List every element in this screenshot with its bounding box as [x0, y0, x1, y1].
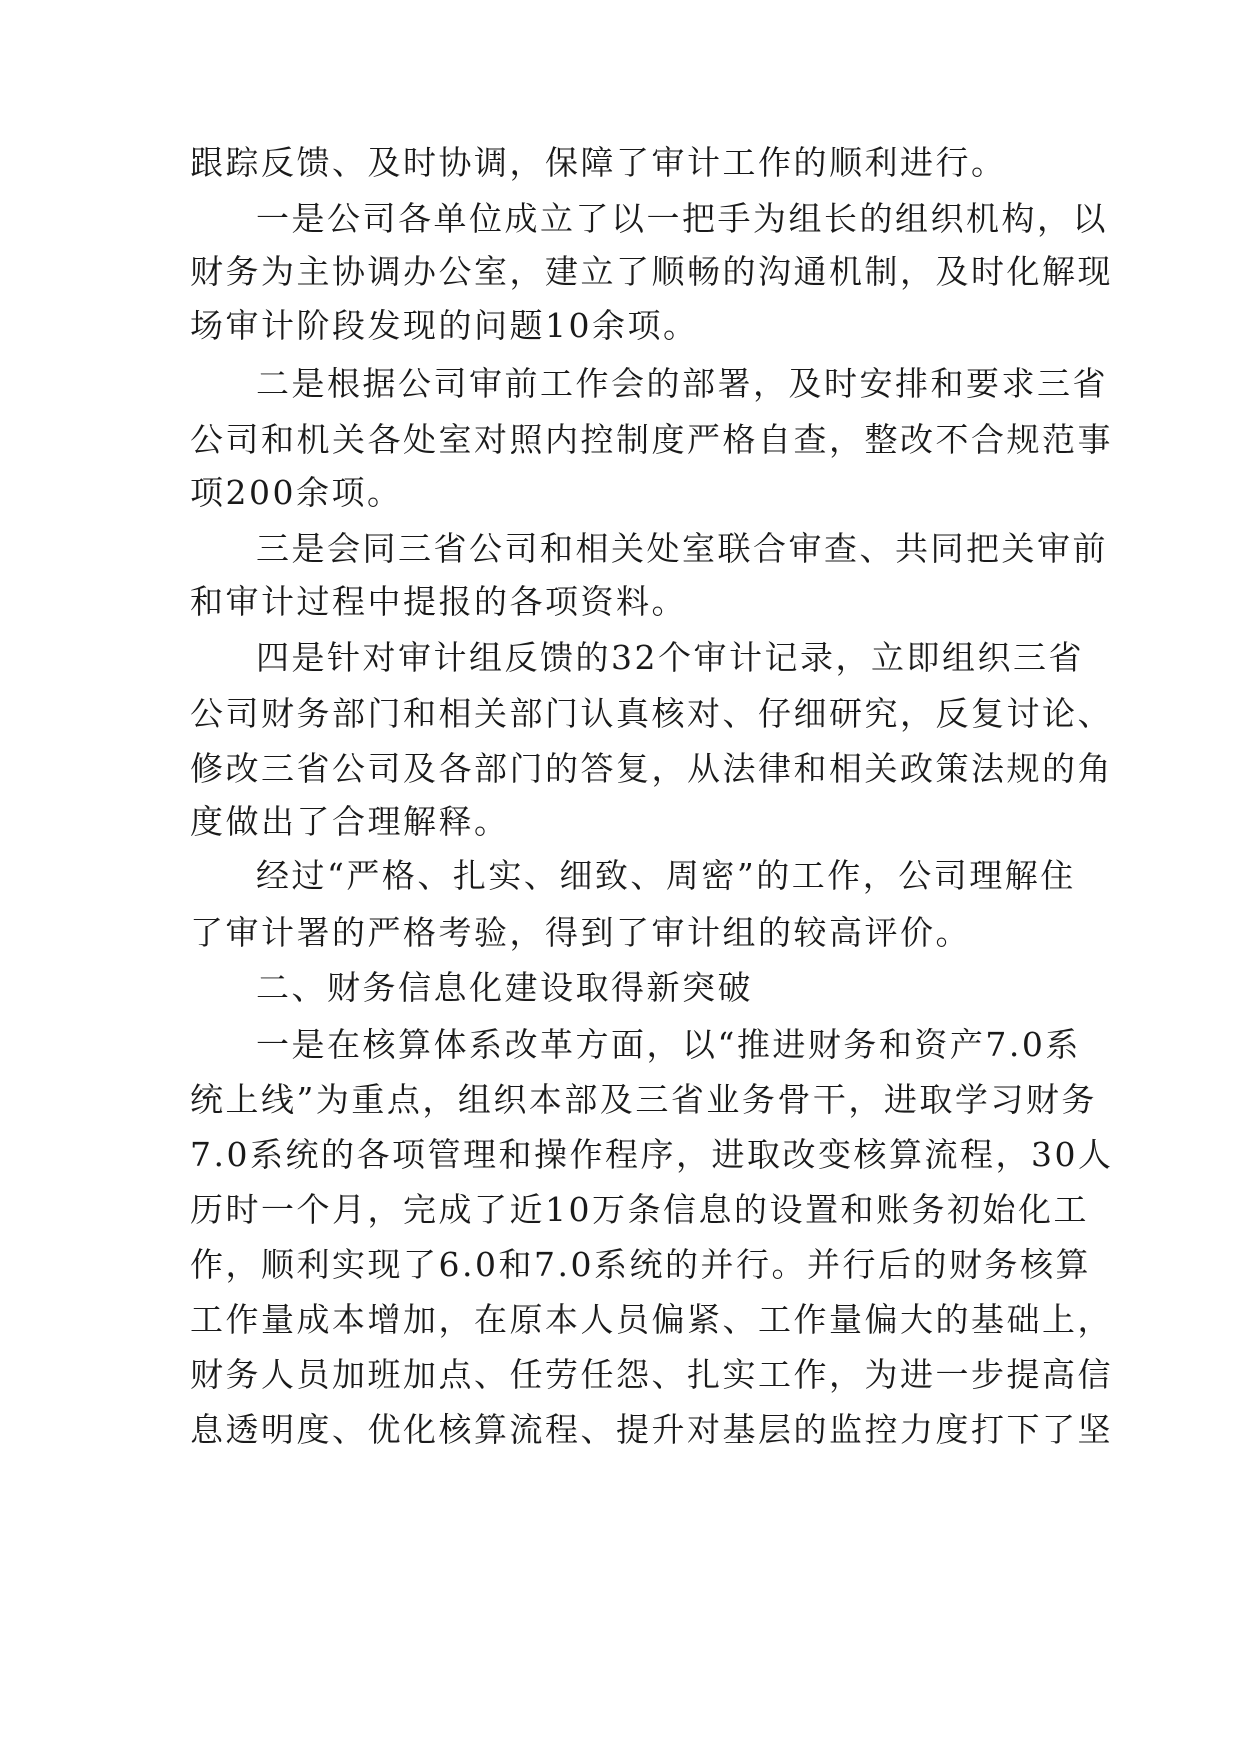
- text-line-22: 工作量成本增加，在原本人员偏紧、工作量偏大的基础上，: [190, 1300, 1113, 1339]
- text-line-20: 历时一个月，完成了近10万条信息的设置和账务初始化工: [190, 1190, 1089, 1229]
- text-line-3: 财务为主协调办公室，建立了顺畅的沟通机制，及时化解现: [190, 252, 1113, 291]
- text-line-6: 公司和机关各处室对照内控制度严格自查，整改不合规范事: [190, 420, 1113, 459]
- text-line-2: 一是公司各单位成立了以一把手为组长的组织机构，以: [256, 199, 1108, 238]
- text-line-12: 修改三省公司及各部门的答复，从法律和相关政策法规的角: [190, 749, 1113, 788]
- text-line-15: 了审计署的严格考验，得到了审计组的较高评价。: [190, 913, 971, 952]
- text-line-24: 息透明度、优化核算流程、提升对基层的监控力度打下了坚: [190, 1410, 1113, 1449]
- text-line-23: 财务人员加班加点、任劳任怨、扎实工作，为进一步提高信: [190, 1355, 1113, 1394]
- text-line-18: 统上线”为重点，组织本部及三省业务骨干，进取学习财务: [190, 1080, 1097, 1119]
- text-line-7: 项200余项。: [190, 473, 403, 512]
- text-line-1: 跟踪反馈、及时协调，保障了审计工作的顺利进行。: [190, 143, 1007, 182]
- text-line-14: 经过“严格、扎实、细致、周密”的工作，公司理解住: [256, 856, 1076, 895]
- text-line-4: 场审计阶段发现的问题10余项。: [190, 306, 699, 345]
- text-line-8: 三是会同三省公司和相关处室联合审查、共同把关审前: [256, 529, 1108, 568]
- text-line-13: 度做出了合理解释。: [190, 802, 510, 841]
- text-line-11: 公司财务部门和相关部门认真核对、仔细研究，反复讨论、: [190, 694, 1113, 733]
- text-line-9: 和审计过程中提报的各项资料。: [190, 582, 687, 621]
- text-line-17: 一是在核算体系改革方面，以“推进财务和资产7.0系: [256, 1025, 1081, 1064]
- text-line-10: 四是针对审计组反馈的32个审计记录，立即组织三省: [256, 638, 1084, 677]
- section-heading: 二、财务信息化建设取得新突破: [256, 968, 753, 1007]
- text-line-19: 7.0系统的各项管理和操作程序，进取改变核算流程，30人: [190, 1135, 1114, 1174]
- text-line-5: 二是根据公司审前工作会的部署，及时安排和要求三省: [256, 364, 1108, 403]
- text-line-21: 作，顺利实现了6.0和7.0系统的并行。并行后的财务核算: [190, 1245, 1091, 1284]
